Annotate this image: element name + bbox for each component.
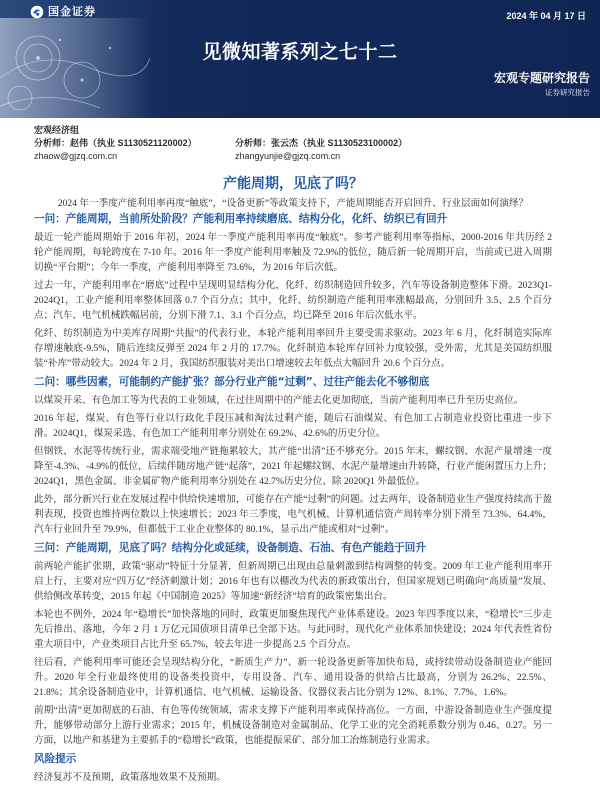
series-title: 见微知著系列之七十二 bbox=[202, 41, 398, 63]
section-heading-3: 三问：产能周期，见底了吗？结构分化或延续，设备制造、石油、有色产能趋于回升 bbox=[34, 542, 426, 554]
report-title: 产能周期，见底了吗？ bbox=[223, 176, 363, 192]
report-category: 证券研究报告 bbox=[545, 88, 590, 97]
section-2-paragraph: 2016 年起，煤炭、有色等行业以行政化手段压减和淘汰过剩产能，随后石油煤炭、有色加工占制造业投资比重进一步下滑。2024Q1，煤炭采选、有色加工产能利用率分别处在 69.2%、42.6%的历史分位。 bbox=[34, 413, 552, 439]
risk-text: 经济复苏不及预期，政策落地效果不及预期。 bbox=[34, 772, 226, 783]
report-date: 2024 年 04 月 17 日 bbox=[506, 11, 586, 21]
section-3-paragraph: 往后看，产能利用率可能还会呈现结构分化，“新质生产力”、新一轮设备更新等加快布局，或持续带动设备制造业产能回升。2020 年全行业最终使用的设备类投资中，专用设备、汽车、通用设备的供给占比最高，分别为 26.2%、22.5%、21.8%；其余设备制造业中，计算机通信、电气机械、运输设备、仪器仪表占比分别为 12%、8.1%、7.7%、1.6%。 bbox=[34, 657, 552, 698]
analyst-name: 分析师：张云杰（执业 S1130523100002） bbox=[235, 138, 408, 148]
brand-logo-icon bbox=[30, 5, 44, 19]
analyst-item bbox=[34, 137, 235, 163]
brand-logo bbox=[30, 5, 96, 19]
section-1-paragraph: 过去一年，产能利用率在“磨底”过程中呈现明显结构分化，化纤、纺织制造回升较多，汽车等设备制造整体下滑。2023Q1-2024Q1，工业产能利用率整体回落 0.7 个百分点；其中，化纤、纺织制造产能利用率涨幅最高，分别回升 3.5、2.5 个百分点；汽车、电气机械跌幅居前，分别下滑 7.1、3.1 个百分点，均已降至 2016 年后次低水平。 bbox=[34, 280, 552, 321]
analyst-list bbox=[34, 137, 552, 163]
report-banner bbox=[0, 0, 600, 118]
analyst-name: 分析师：赵伟（执业 S1130521120002） bbox=[34, 138, 197, 148]
section-heading-2: 二问：哪些因素，可能制约产能扩张？部分行业产能“过剩”、过往产能去化不够彻底 bbox=[34, 376, 430, 388]
banner-decoration bbox=[0, 18, 150, 118]
section-3-paragraph: 前两轮产能扩张期，政策“驱动”特征十分显著，但新周期已出现由总量刺激到结构调整的转变。2009 年工业产能利用率开启上行，主要对应“四万亿”经济刺激计划；2016 年也有以棚改为代表的新政策出台，但国家规划已明确向“高质量”发展、供给侧改革转变，2015 年起《中国制造 2025》等加速“新经济”培育的政策密集出台。 bbox=[34, 561, 552, 602]
analyst-item bbox=[235, 137, 436, 163]
research-group: 宏观经济组 bbox=[34, 125, 80, 135]
section-1-paragraph: 最近一轮产能周期始于 2016 年初，2024 年一季度产能利用率再度“触底”。参考产能利用率等指标，2000-2016 年共历经 2 轮产能周期，每轮跨度在 7-10 年。2016 年一季度产能利用率触及 72.9%的低位，随后新一轮周期开启，当前或已进入周期切换“平台期”；今年一季度，产能利用率降至 73.6%，为 2016 年后次低。 bbox=[34, 232, 552, 273]
report-intro: 2024 年一季度产能利用率再度“触底”，“设备更新”等政策支持下，产能周期能否开启回升、行业层面如何演绎？ bbox=[57, 198, 529, 209]
section-heading-1: 一问：产能周期，当前所处阶段？产能利用率持续磨底、结构分化，化纤、纺织已有回升 bbox=[34, 213, 448, 225]
section-1-paragraph: 化纤、纺织制造为中美库存周期“共振”的代表行业，本轮产能利用率回升主要受需求驱动。2023 年 6 月，化纤制造实际库存增速触底-9.5%，随后连续反弹至 2024 年 2 月的 17.7%。化纤制造本轮库存回补力度较强，受外需，尤其是美国纺织服装“补库”带动较大。2024 年 2 月，我国纺织服装对美出口增速较去年低点大幅回升 20.6 个百分点。 bbox=[34, 328, 552, 369]
risk-heading: 风险提示 bbox=[34, 753, 77, 765]
section-2-paragraph: 以煤炭开采、有色加工等为代表的工业领域，在过往周期中的产能去化更加彻底，当前产能利用率已升至历史高位。 bbox=[34, 395, 524, 406]
analyst-email: zhangyunjie@gjzq.com.cn bbox=[235, 151, 341, 161]
section-3-paragraph: 前期“出清”更加彻底的石油、有色等传统领域，需求支撑下产能利用率或保持高位。一方面，中游设备制造业生产强度提升，能够带动部分上游行业需求；2015 年，机械设备制造对金属制品、化学工业的完全消耗系数分别为 0.46、0.27。另一方面，以地产和基建为主要抓手的“稳增长”政策，也能提振采矿、部分加工冶炼制造行业需求。 bbox=[34, 705, 552, 746]
section-3-paragraph: 本轮也不例外，2024 年“稳增长”加快落地的同时，政策更加聚焦现代产业体系建设。2023 年四季度以来，“稳增长”三步走先后推出、落地，今年 2 月 1 万亿元国债项目清单已全部下达。与此同时，现代化产业体系加快建设；2024 年代表性省份重大项目中，产业类项目占比升至 65.7%，较去年进一步提高 2.5 个百分点。 bbox=[34, 609, 552, 650]
report-type: 宏观专题研究报告 bbox=[493, 71, 590, 85]
analyst-email: zhaow@gjzq.com.cn bbox=[34, 151, 118, 161]
section-2-paragraph: 此外，部分新兴行业在发展过程中供给快速增加，可能存在产能“过剩”的问题。过去两年，设备制造业生产强度持续高于盈利表现，投资也维持两位数以上快速增长；2023 年三季度，电气机械、计算机通信资产周转率分别下滑至 73.3%、64.4%，汽车行业回升至 79.9%，但都低于工业企业整体的 80.1%，显示出产能或相对“过剩”。 bbox=[34, 494, 552, 535]
report-body bbox=[0, 118, 600, 785]
section-2-paragraph: 但钢铁、水泥等传统行业，需求端受地产链拖累较大，其产能“出清”还不够充分。2015 年末，螺纹钢、水泥产量增速一度降至-4.3%、-4.9%的低位，后续伴随房地产链“起落”，2021 年起螺纹钢、水泥产量增速由升转降，行业产能闲置压力上升；2024Q1，黑色金属、非金属矿物产能利用率分别处在 42.7%历史分位、除 2020Q1 外最低位。 bbox=[34, 446, 552, 487]
brand-name: 国金证券 bbox=[48, 5, 96, 18]
